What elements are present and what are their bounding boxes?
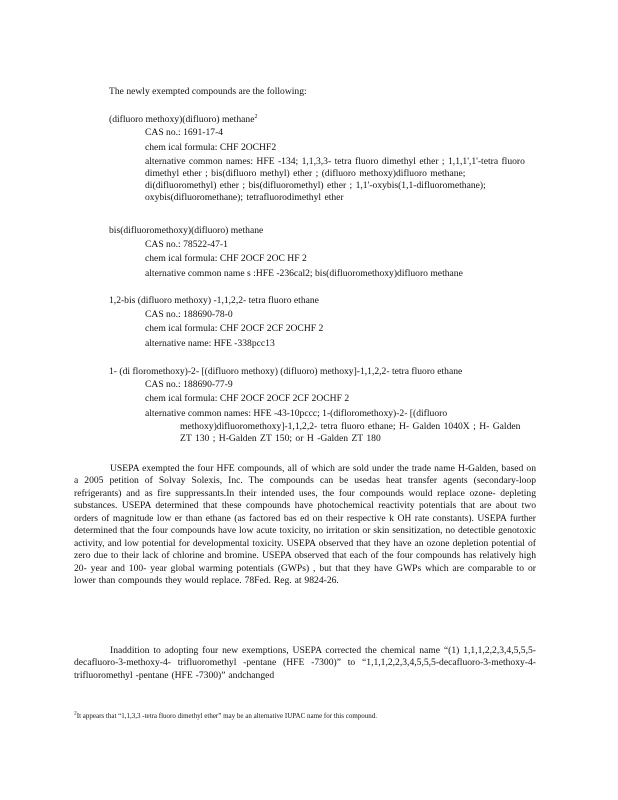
compound-3-alt-names: alternative name: HFE -338pcc13 <box>145 338 275 349</box>
compound-3-cas: CAS no.: 188690-78-0 <box>145 309 233 320</box>
compound-1-formula-prefix: chem ical formula: CHF <box>145 142 239 153</box>
compound-3-formula: chem ical formula: CHF 2OCF 2CF 2OCHF 2 <box>145 323 324 334</box>
body-paragraph-2: Inaddition to adopting four new exemptions, USEPA corrected the chemical name “(1) 1,1,1,2,2,3,4,5,5,5-decafluoro-3-methoxy-4- trifluoromethyl -pentane (HFE -7300)” to “1,1,1,2,2,3,4,5,5,5-decafluoro-3-methoxy-4- trifluoromethyl -pentane (HFE -7300)” andchanged <box>74 645 536 681</box>
compound-4-formula: chem ical formula: CHF 2OCF 2OCF 2CF 2OCHF 2 <box>145 393 350 404</box>
compound-4-alt-names-1: alternative common names: HFE -43-10pccc; 1-(difloromethoxy)-2- [(difluoro <box>145 408 448 419</box>
compound-1-formula-rest: 2OCHF2 <box>240 142 277 153</box>
compound-4-cas: CAS no.: 188690-77-9 <box>145 379 233 390</box>
compound-3-name: 1,2-bis (difluoro methoxy) -1,1,2,2- tetra fluoro ethane <box>109 295 319 306</box>
footnote-ref: 2 <box>254 113 258 120</box>
footnote-text: It appears that “1,1,3,3 -tetra fluoro dimethyl ether” may be an alternative IUPAC name for this compound. <box>76 712 378 720</box>
compound-1-name-text: (difluoro methoxy)(difluoro) methane <box>109 114 255 125</box>
compound-1-cas: CAS no.: 1691-17-4 <box>145 127 224 138</box>
compound-1-name <box>109 114 257 126</box>
compound-1-alt-names: alternative common names: HFE -134; 1,1,3,3- tetra fluoro dimethyl ether ; 1,1,1',1'-tetra fluoro dimethyl ether ; bis(difluoro methyl) ether ; (difluoro methoxy)difluoro methane; di(difluoromethyl) ether ; bis(difluoromethyl) ether ; 1,1'-oxybis(1,1-difluoromethane); oxybis(difluoromethane); tetrafluorodimethyl ether <box>145 156 525 203</box>
compound-4-name: 1- (di floromethoxy)-2- [(difluoro methoxy) (difluoro) methoxy]-1,1,2,2- tetra fluoro ethane <box>109 366 463 377</box>
compound-2-alt-names: alternative common name s :HFE -236cal2; bis(difluoromethoxy)difluoro methane <box>145 268 463 279</box>
footnote-number: 2 <box>74 710 77 717</box>
compound-1-formula <box>145 142 276 154</box>
footnote <box>74 712 377 721</box>
intro-line: The newly exempted compounds are the following: <box>109 86 307 97</box>
compound-2-formula: chem ical formula: CHF 2OCF 2OC HF 2 <box>145 253 307 264</box>
compound-4-alt-names-2: methoxy)difluoromethoxy]-1,1,2,2- tetra fluoro ethane; H- Galden 1040X ; H- Galden ZT 130 ; H-Galden ZT 150; or H -Galden ZT 180 <box>180 421 521 444</box>
body-paragraph-1: USEPA exempted the four HFE compounds, all of which are sold under the trade name H-Galden, based on a 2005 petition of Solvay Solexis, Inc. The compounds can be usedas heat transfer agents (secondary-loop refrigerants) and as fire suppressants.In their intended uses, the four compounds would replace ozone- depleting substances. USEPA determined that these compounds have photochemical reactivity potentials that are about two orders of magnitude low er than ethane (as factored bas ed on their respective k OH rate constants). USEPA further determined that the four compounds have low acute toxicity, no irritation or skin sensitization, no detectible genotoxic activity, and low potential for developmental toxicity. USEPA observed that they have an ozone depletion potential of zero due to their lack of chlorine and bromine. USEPA observed that each of the four compounds has relatively high 20- year and 100- year global warming potentials (GWPs) , but that they have GWPs which are comparable to or lower than compounds they would replace. 78Fed. Reg. at 9824-26. <box>74 463 536 587</box>
compound-2-cas: CAS no.: 78522-47-1 <box>145 239 228 250</box>
compound-2-name: bis(difluoromethoxy)(difluoro) methane <box>109 225 264 236</box>
